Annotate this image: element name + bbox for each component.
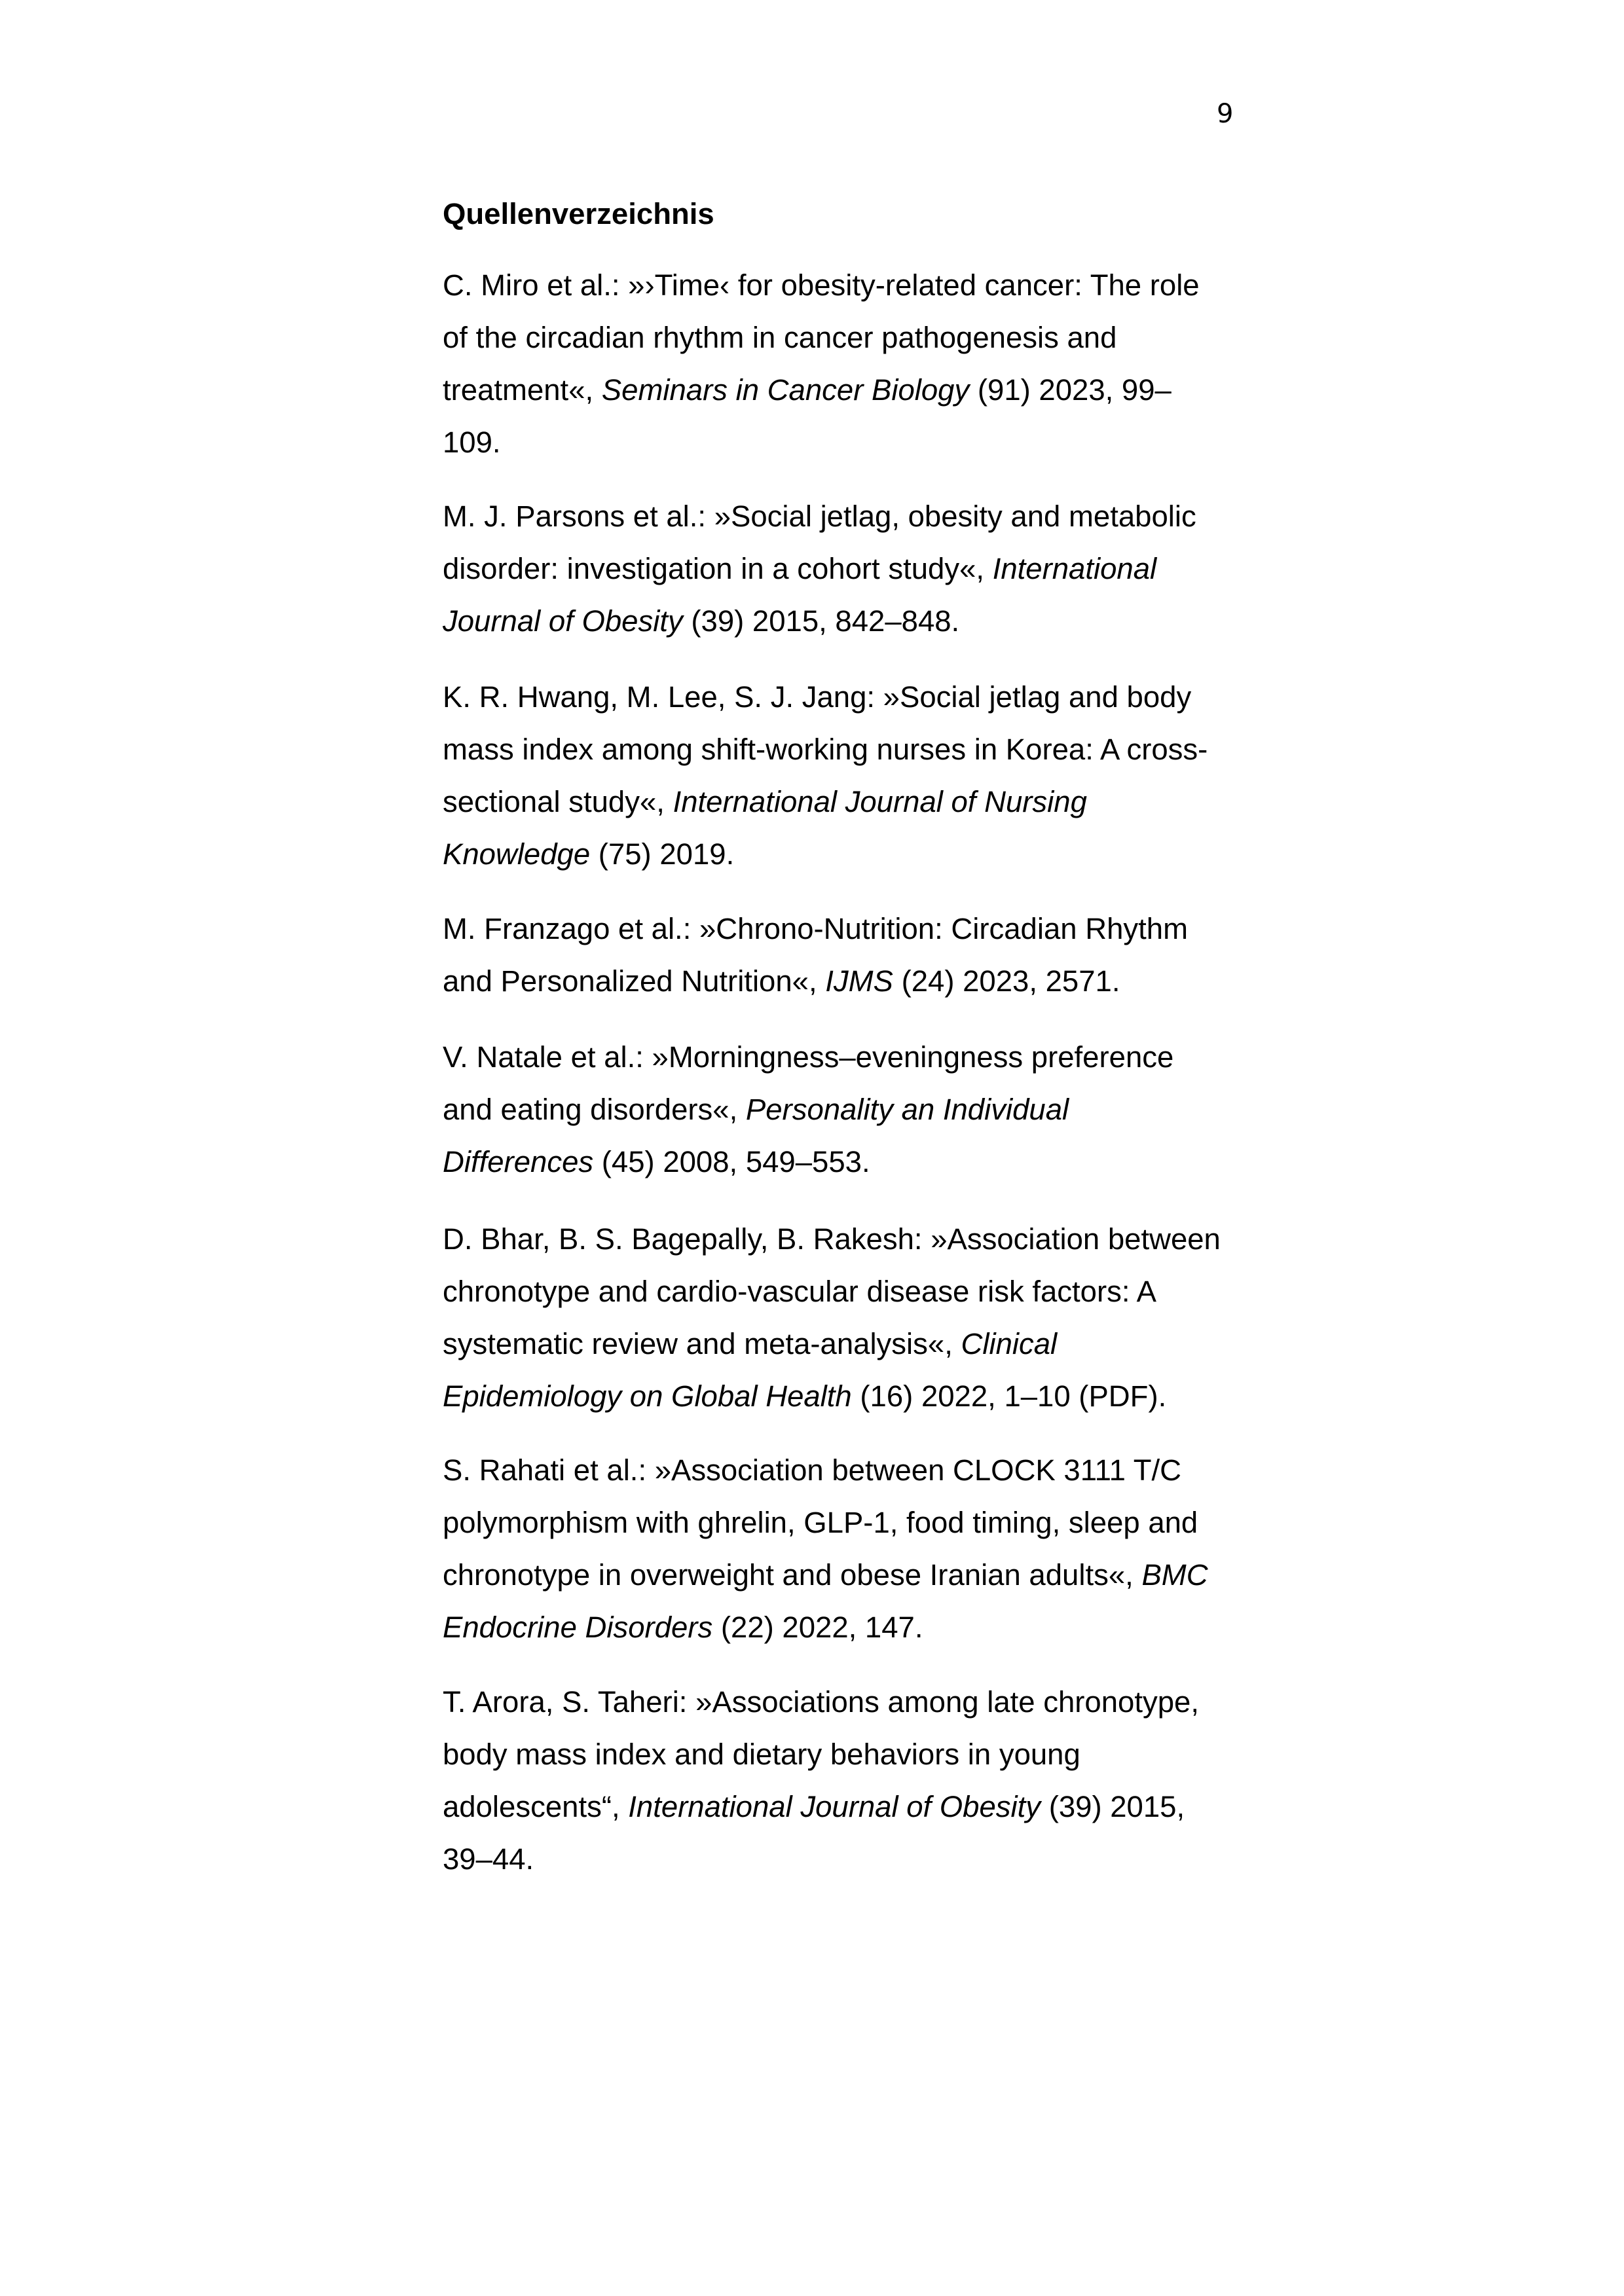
reference-text: (16) 2022, 1–10 (PDF). xyxy=(851,1379,1167,1413)
reference-text: (39) 2015, 842–848. xyxy=(682,604,960,638)
reference-text: mass index among shift-working nurses in Korea: A cross- xyxy=(443,733,1208,766)
reference-line xyxy=(443,259,1248,312)
reference-line xyxy=(443,723,1248,776)
journal-title: Epidemiology on Global Health xyxy=(443,1379,852,1413)
journal-title: BMC xyxy=(1141,1558,1208,1592)
journal-title: International xyxy=(992,552,1157,585)
journal-title: Endocrine Disorders xyxy=(443,1611,713,1644)
reference-entry xyxy=(443,1676,1248,1886)
reference-text: K. R. Hwang, M. Lee, S. J. Jang: »Social jetlag and body xyxy=(443,680,1192,714)
reference-entry xyxy=(443,903,1248,1008)
reference-text: (45) 2008, 549–553. xyxy=(593,1145,870,1178)
reference-text: chronotype in overweight and obese Iranian adults«, xyxy=(443,1558,1142,1592)
reference-line xyxy=(443,364,1248,416)
reference-text: (22) 2022, 147. xyxy=(712,1611,923,1644)
reference-line xyxy=(443,776,1248,828)
reference-line xyxy=(443,1084,1248,1136)
reference-line xyxy=(443,595,1248,647)
reference-text: D. Bhar, B. S. Bagepally, B. Rakesh: »Association between xyxy=(443,1222,1221,1256)
reference-line xyxy=(443,1213,1248,1266)
reference-line xyxy=(443,1266,1248,1318)
journal-title: International Journal of Nursing xyxy=(673,785,1087,818)
reference-entry xyxy=(443,1031,1248,1188)
reference-line xyxy=(443,1497,1248,1549)
reference-text: (91) 2023, 99– xyxy=(969,373,1172,407)
reference-line xyxy=(443,416,1248,469)
reference-text: 39–44. xyxy=(443,1842,534,1876)
reference-text: of the circadian rhythm in cancer pathogenesis and xyxy=(443,321,1117,354)
reference-text: disorder: investigation in a cohort study«, xyxy=(443,552,993,585)
reference-line xyxy=(443,828,1248,881)
reference-text: and eating disorders«, xyxy=(443,1093,746,1126)
reference-text: M. J. Parsons et al.: »Social jetlag, obesity and metabolic xyxy=(443,500,1196,533)
reference-text: (24) 2023, 2571. xyxy=(893,964,1120,998)
reference-line xyxy=(443,1833,1248,1886)
reference-entry xyxy=(443,1444,1248,1654)
journal-title: International Journal of Obesity xyxy=(628,1790,1041,1823)
reference-text: 109. xyxy=(443,426,501,459)
reference-line xyxy=(443,1676,1248,1728)
reference-text: adolescents“, xyxy=(443,1790,629,1823)
section-heading: Quellenverzeichnis xyxy=(443,197,714,230)
reference-text: C. Miro et al.: »›Time‹ for obesity-related cancer: The role xyxy=(443,268,1200,302)
journal-title: Journal of Obesity xyxy=(443,604,683,638)
reference-text: T. Arora, S. Taheri: »Associations among late chronotype, xyxy=(443,1685,1199,1719)
reference-line xyxy=(443,671,1248,723)
reference-text: chronotype and cardio-vascular disease risk factors: A xyxy=(443,1275,1157,1308)
reference-text: and Personalized Nutrition«, xyxy=(443,964,826,998)
reference-line xyxy=(443,543,1248,595)
journal-title: Differences xyxy=(443,1145,594,1178)
reference-text: body mass index and dietary behaviors in young xyxy=(443,1738,1080,1771)
reference-line xyxy=(443,1318,1248,1370)
reference-text: treatment«, xyxy=(443,373,602,407)
reference-line xyxy=(443,490,1248,543)
reference-line xyxy=(443,312,1248,364)
page-number: 9 xyxy=(1217,99,1234,129)
reference-text: S. Rahati et al.: »Association between CLOCK 3111 T/C xyxy=(443,1453,1181,1487)
reference-entry xyxy=(443,1213,1248,1423)
reference-text: (75) 2019. xyxy=(590,837,735,871)
reference-line xyxy=(443,1781,1248,1833)
reference-text: sectional study«, xyxy=(443,785,673,818)
journal-title: Personality an Individual xyxy=(745,1093,1069,1126)
journal-title: Clinical xyxy=(961,1327,1058,1360)
reference-entry xyxy=(443,490,1248,647)
journal-title: Seminars in Cancer Biology xyxy=(601,373,970,407)
reference-text: polymorphism with ghrelin, GLP-1, food timing, sleep and xyxy=(443,1506,1198,1539)
reference-line xyxy=(443,1136,1248,1188)
reference-entry xyxy=(443,671,1248,881)
reference-text: V. Natale et al.: »Morningness–eveningness preference xyxy=(443,1040,1174,1074)
reference-text: systematic review and meta-analysis«, xyxy=(443,1327,961,1360)
reference-text: (39) 2015, xyxy=(1041,1790,1185,1823)
reference-entry xyxy=(443,259,1248,469)
reference-line xyxy=(443,955,1248,1008)
reference-line xyxy=(443,903,1248,955)
reference-line xyxy=(443,1728,1248,1781)
reference-line xyxy=(443,1031,1248,1084)
reference-line xyxy=(443,1444,1248,1497)
journal-title: Knowledge xyxy=(443,837,591,871)
reference-line xyxy=(443,1549,1248,1601)
reference-text: M. Franzago et al.: »Chrono-Nutrition: Circadian Rhythm xyxy=(443,912,1188,945)
reference-line xyxy=(443,1601,1248,1654)
reference-line xyxy=(443,1370,1248,1423)
journal-title: IJMS xyxy=(825,964,893,998)
